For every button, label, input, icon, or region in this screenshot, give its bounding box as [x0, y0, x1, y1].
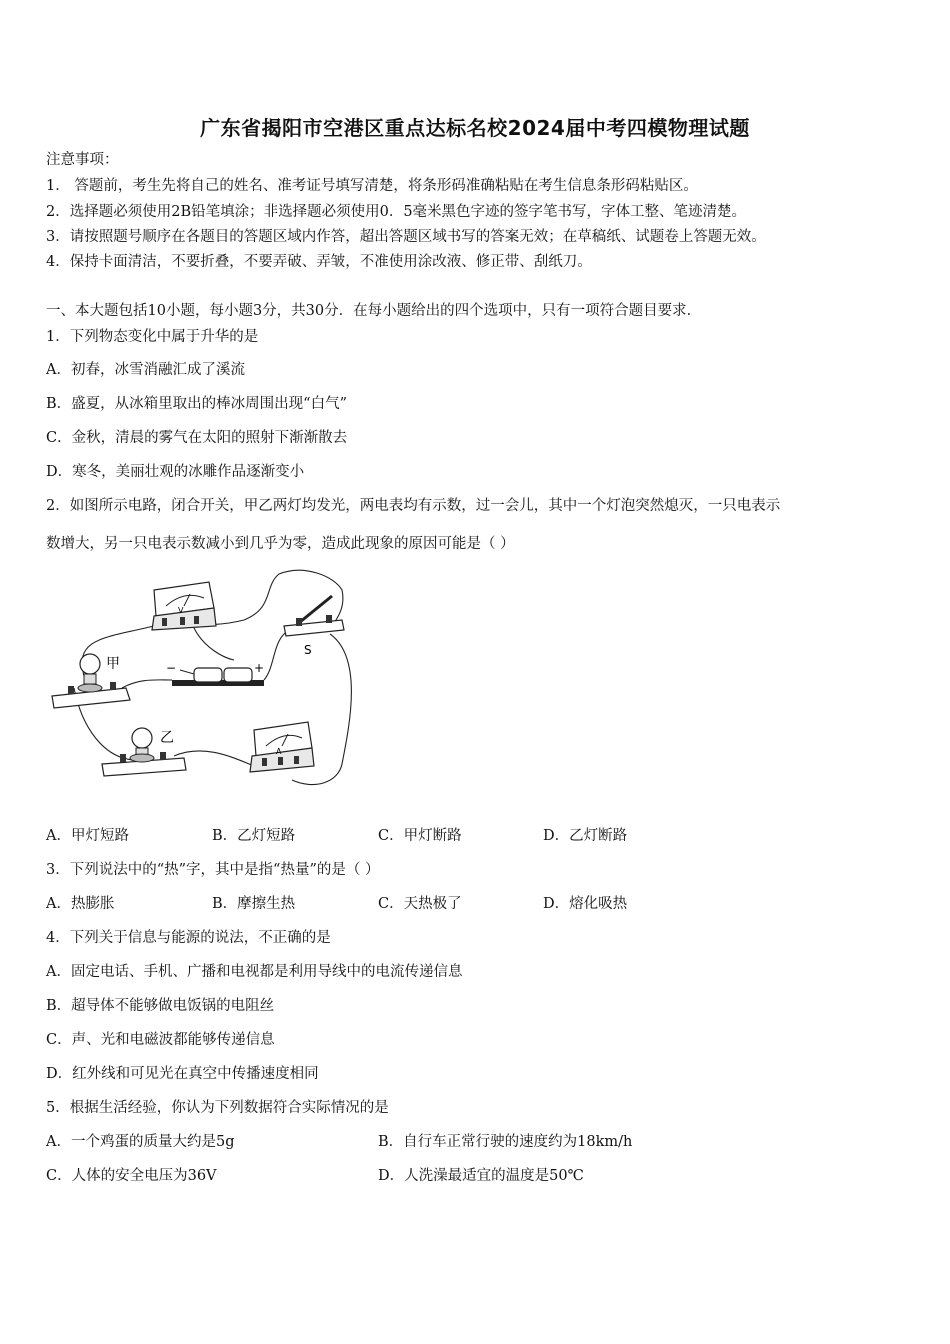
question-3-option-c: C．天热极了 — [378, 896, 462, 912]
question-4-option-c: C．声、光和电磁波都能够传递信息 — [46, 1032, 275, 1048]
question-1-option-d: D．寒冬，美丽壮观的冰雕作品逐渐变小 — [46, 464, 305, 480]
question-2-option-b: B．乙灯短路 — [212, 828, 296, 844]
notice-item: 3．请按照题号顺序在各题目的答题区域内作答，超出答题区域书写的答案无效；在草稿纸、试题卷上答题无效。 — [46, 229, 766, 245]
question-3-option-a: A．热膨胀 — [46, 896, 115, 912]
question-3-option-b: B．摩擦生热 — [212, 896, 296, 912]
wire — [264, 630, 290, 680]
question-5-option-c: C．人体的安全电压为36V — [46, 1168, 217, 1184]
notice-item: 1． 答题前，考生先将自己的姓名、准考证号填写清楚，将条形码准确粘贴在考生信息条形码粘贴区。 — [46, 178, 698, 194]
question-2-stem-line2: 数增大，另一只电表示数减小到几乎为零，造成此现象的原因可能是（ ） — [46, 536, 515, 552]
voltmeter-label: V — [178, 606, 184, 615]
question-2-option-a: A．甲灯短路 — [46, 828, 129, 844]
question-2-option-d: D．乙灯断路 — [543, 828, 628, 844]
voltmeter-icon — [152, 582, 216, 630]
minus-label: − — [166, 661, 177, 675]
wire — [122, 680, 172, 688]
question-3-option-d: D．熔化吸热 — [543, 896, 628, 912]
switch-icon — [284, 596, 344, 657]
question-5-stem: 5．根据生活经验，你认为下列数据符合实际情况的是 — [46, 1100, 389, 1116]
notice-item: 2．选择题必须使用2B铅笔填涂；非选择题必须使用0．5毫米黑色字迹的签字笔书写，字体工整、笔迹清楚。 — [46, 204, 747, 220]
plus-label: + — [254, 661, 265, 675]
question-5-option-a: A．一个鸡蛋的质量大约是5g — [46, 1134, 235, 1150]
section-heading: 一、本大题包括10小题，每小题3分，共30分．在每小题给出的四个选项中，只有一项符合题目要求． — [46, 303, 702, 319]
wire — [174, 751, 254, 766]
ammeter-icon — [250, 722, 314, 772]
question-4-option-d: D．红外线和可见光在真空中传播速度相同 — [46, 1066, 319, 1082]
question-1-option-a: A．初春，冰雪消融汇成了溪流 — [46, 362, 245, 378]
question-4-option-b: B．超导体不能够做电饭锅的电阻丝 — [46, 998, 275, 1014]
lamp-jia-label: 甲 — [106, 656, 120, 672]
lamp-jia-icon — [52, 654, 130, 708]
lamp-yi-label: 乙 — [160, 730, 174, 746]
question-3-stem: 3．下列说法中的“热”字，其中是指“热量”的是（ ） — [46, 862, 380, 878]
question-2-stem-line1: 2．如图所示电路，闭合开关，甲乙两灯均发光，两电表均有示数，过一会儿，其中一个灯泡突然熄灭，一只电表示 — [46, 498, 781, 514]
circuit-diagram — [44, 568, 364, 798]
ammeter-label: A — [276, 747, 282, 756]
question-4-stem: 4．下列关于信息与能源的说法，不正确的是 — [46, 930, 331, 946]
question-5-option-d: D．人洗澡最适宜的温度是50℃ — [378, 1168, 584, 1184]
notice-item: 4．保持卡面清洁，不要折叠，不要弄破、弄皱，不准使用涂改液、修正带、刮纸刀。 — [46, 254, 592, 270]
notice-heading: 注意事项： — [46, 152, 119, 168]
question-4-option-a: A．固定电话、手机、广播和电视都是利用导线中的电流传递信息 — [46, 964, 463, 980]
battery-icon — [166, 661, 264, 686]
question-1-stem: 1．下列物态变化中属于升华的是 — [46, 329, 259, 345]
question-5-option-b: B．自行车正常行驶的速度约为18km/h — [378, 1134, 633, 1150]
question-2-option-c: C．甲灯断路 — [378, 828, 462, 844]
lamp-yi-icon — [102, 728, 186, 776]
question-1-option-b: B．盛夏，从冰箱里取出的棒冰周围出现“白气” — [46, 396, 347, 412]
switch-label: S — [304, 643, 312, 657]
wire — [194, 628, 234, 660]
page-title: 广东省揭阳市空港区重点达标名校2024届中考四模物理试题 — [200, 116, 750, 140]
question-1-option-c: C．金秋，清晨的雾气在太阳的照射下渐渐散去 — [46, 430, 348, 446]
